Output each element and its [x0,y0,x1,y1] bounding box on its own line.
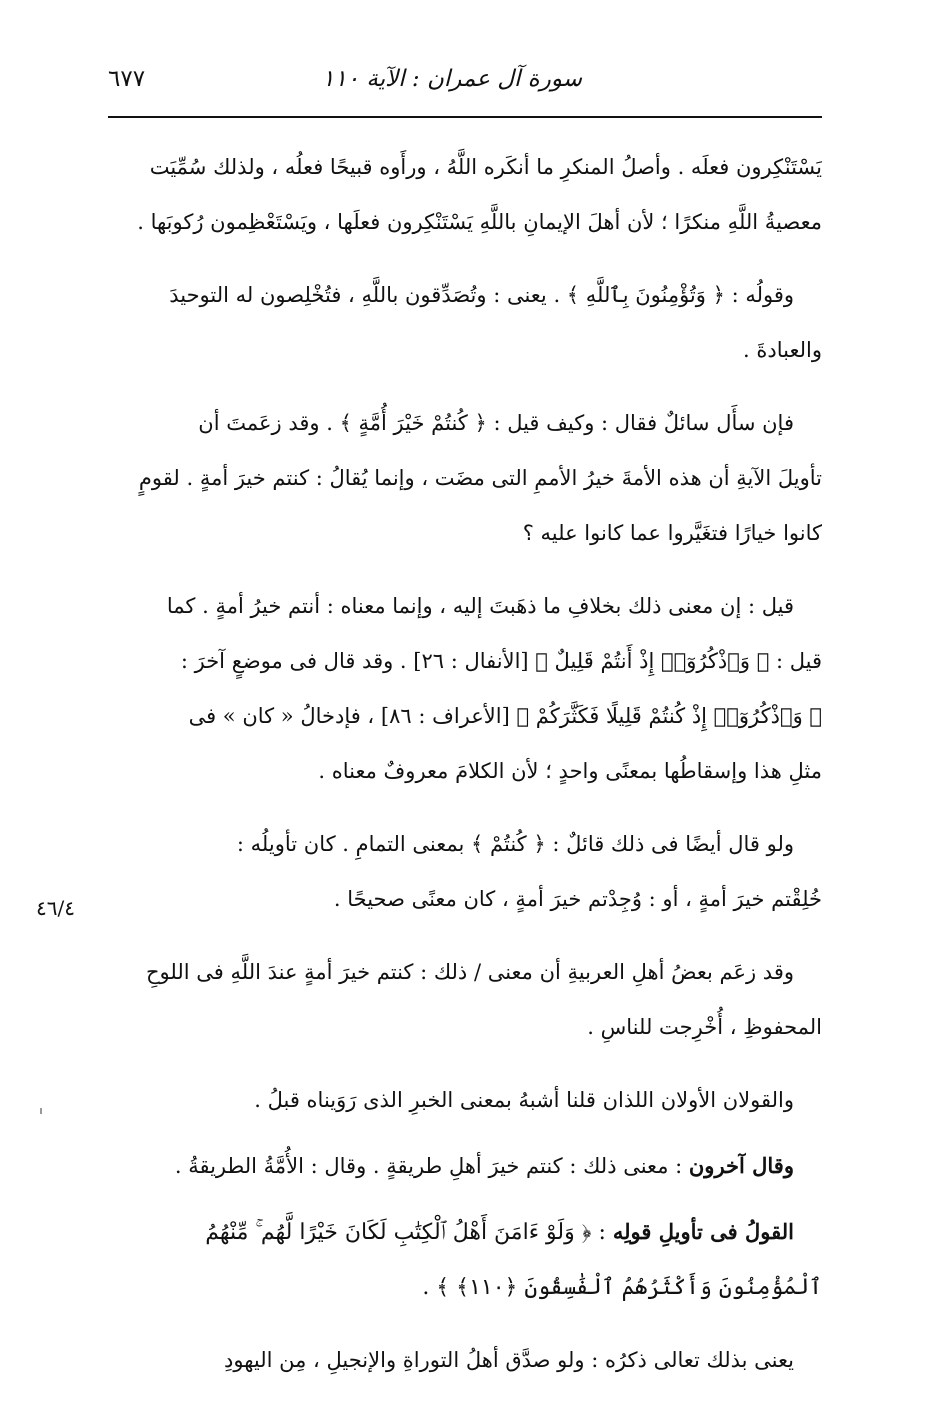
surah-title: سورة آل عمران : الآية ١١٠ [321,66,582,92]
running-header [108,62,822,112]
paragraph-2 [108,268,822,378]
text-line: قيل : ﴿ وَٱذْكُرُوٓا۟ إِذْ أَنتُمْ قَلِيلٌ ﴾ [الأنفال : ٢٦] . وقد قال فى موضعٍ آخرَ : [180,649,822,673]
paragraph-6 [108,945,822,1055]
paragraph-1 [108,140,822,250]
paragraph-3 [108,396,822,561]
paragraph-10 [108,1333,822,1388]
text-run: : معنى ذلك : كنتم خيرَ أهلِ طريقةٍ . وقال : الأُمَّةُ الطريقةُ . [174,1154,689,1178]
text-line: ولو قال أيضًا فى ذلك قائلٌ : ﴿ كُنتُمْ ﴾ بمعنى التمامِ . كان تأويلُه : [236,832,794,856]
text-line: قيل : إن معنى ذلك بخلافِ ما ذهَبتَ إليه ، وإنما معناه : أنتم خيرُ أمةٍ . كما [166,594,794,618]
text-line: خُلِقْتم خيرَ أمةٍ ، أو : وُجِدْتم خيرَ أمةٍ ، كان معنًى صحيحًا . [333,887,822,911]
paragraph-4 [108,579,822,799]
text-line: تأويلَ الآيةِ أن هذه الأمةَ خيرُ الأممِ التى مضَت ، وإنما يُقالُ : كنتم خيرَ أمةٍ . لقومٍ [138,466,822,490]
header-rule [108,116,822,118]
margin-volume-reference: ٤٦/٤ [36,896,75,920]
text-line: يَسْتَنْكِرون فعلَه . وأصلُ المنكرِ ما أنكَره اللَّهُ ، ورأَوه قبيحًا فعلُه ، ولذلك سُمِّيَت [149,155,822,179]
quran-verse-line: ٱلْمُؤْمِنُونَ وَأَكْثَرُهُمُ ٱلْفَٰسِقُونَ ﴿١١٠﴾ ﴾ . [422,1275,822,1300]
main-text [108,140,822,1406]
text-line: والقولان الأولان اللذان قلنا أشبهُ بمعنى الخبرِ الذى رَوَيناه قبلُ . [254,1088,794,1112]
text-line: المحفوظِ ، أُخْرِجت للناسِ . [587,1015,822,1039]
text-line: فإن سأَل سائلٌ فقال : وكيف قيل : ﴿ كُنتُمْ خَيْرَ أُمَّةٍ ﴾ . وقد زعَمتَ أن [198,411,794,435]
section-heading: القولُ فى تأويلِ قولِه [612,1219,794,1244]
text-line: والعبادةَ . [743,338,822,362]
text-line: وقد زعَم بعضُ أهلِ العربيةِ أن معنى / ذلك : كنتم خيرَ أمةٍ عندَ اللَّهِ فى اللوحِ [146,960,794,984]
text-line: كانوا خيارًا فتغَيَّروا عما كانوا عليه ؟ [522,521,822,545]
text-line [108,1138,822,1194]
text-line [108,1204,822,1260]
paragraph-8 [108,1138,822,1194]
paragraph-7 [108,1073,822,1128]
text-line: يعنى بذلك تعالى ذكرُه : ولو صدَّق أهلُ التوراةِ والإنجيلِ ، مِن اليهودِ [224,1348,794,1372]
text-line: معصيةُ اللَّهِ منكرًا ؛ لأن أهلَ الإيمانِ باللَّهِ يَسْتَنْكِرون فعلَها ، ويَسْتَعْظِمون رُكوبَها . [137,210,822,234]
paragraph-5 [108,817,822,927]
quran-verse: : ﴿ وَلَوْ ءَامَنَ أَهْلُ ٱلْكِتَٰبِ لَكَانَ خَيْرًا لَّهُم ۚ مِّنْهُمُ [205,1220,613,1245]
scan-mark [40,1108,42,1114]
text-line: ﴿ وَٱذْكُرُوٓا۟ إِذْ كُنتُمْ قَلِيلًا فَكَثَّرَكُمْ ﴾ [الأعراف : ٨٦] ، فإدخالُ « كان » فى [188,704,822,728]
page-number: ٦٧٧ [108,66,146,92]
bold-lead: وقال آخرون [688,1153,794,1178]
text-line: وقولُه : ﴿ وَتُؤْمِنُونَ بِٱللَّهِ ﴾ . يعنى : وتُصَدِّقون باللَّهِ ، فتُخْلِصون له التوحيدَ [169,283,794,307]
text-line: مثلِ هذا وإسقاطُها بمعنًى واحدٍ ؛ لأن الكلامَ معروفٌ معناه . [318,759,822,783]
paragraph-9 [108,1204,822,1315]
